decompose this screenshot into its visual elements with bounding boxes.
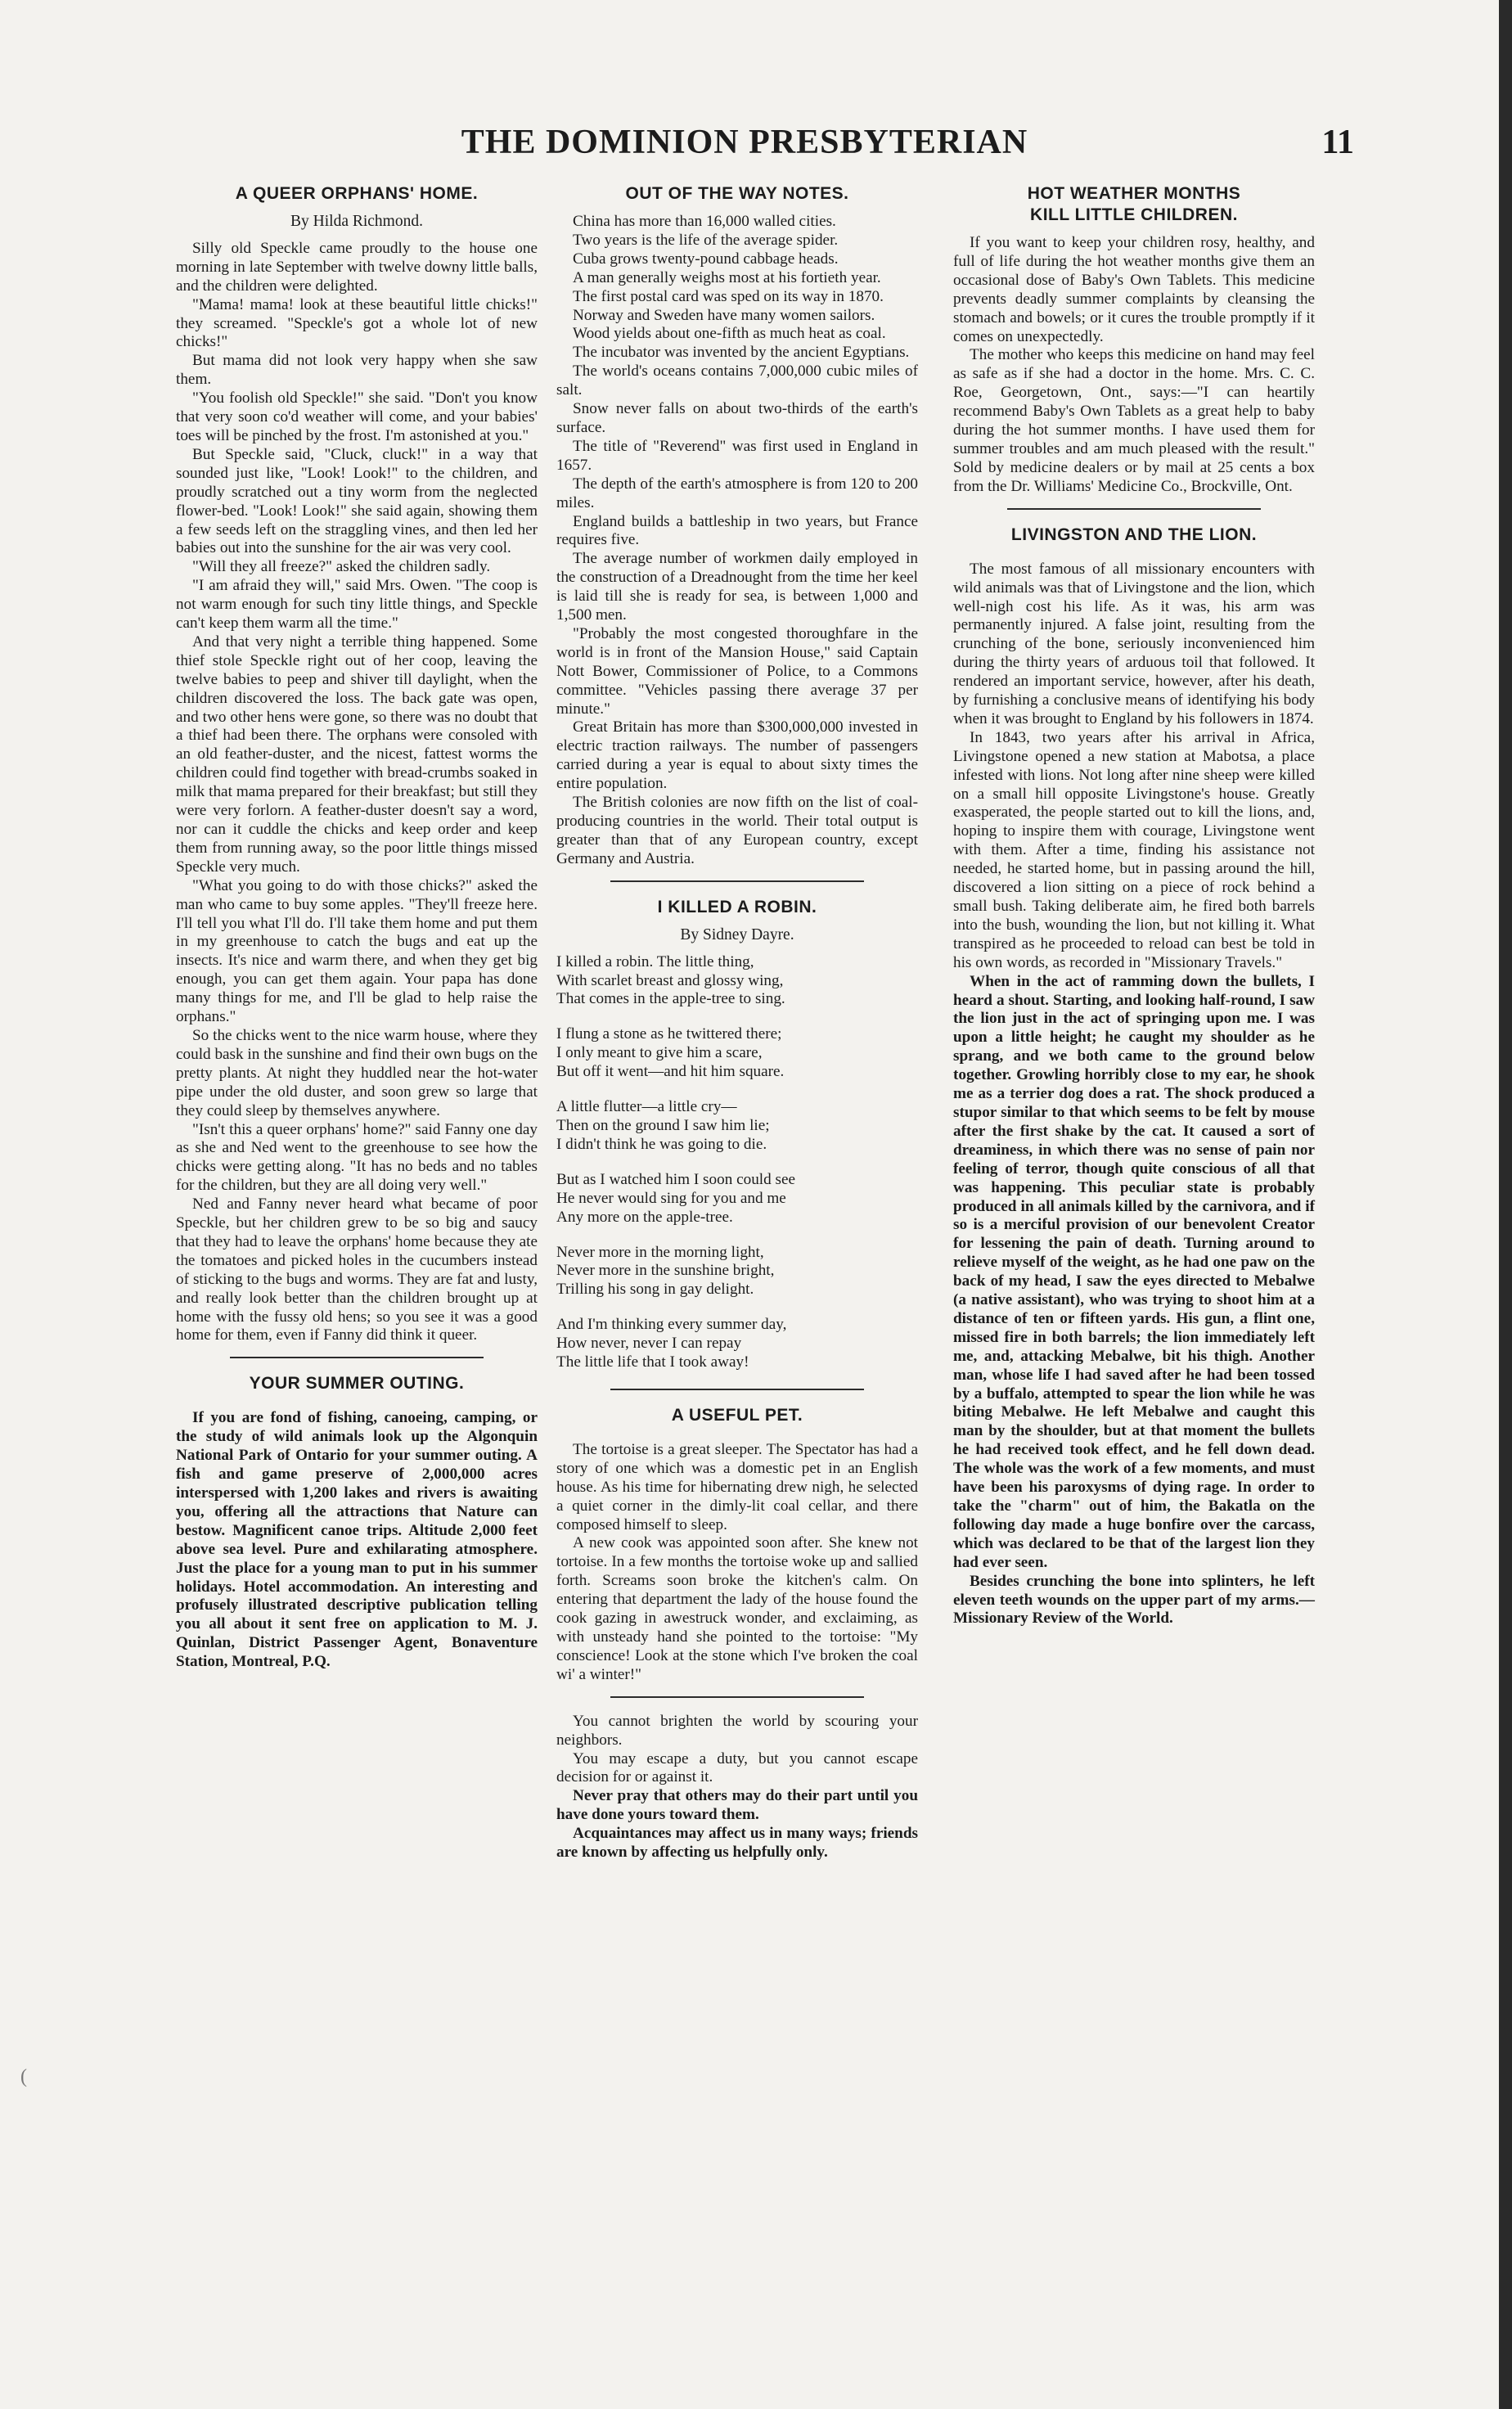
paragraph: "What you going to do with those chicks?" asked the man who came to buy some apples. "They'll freeze here. I'll tell you what I'll do. I'll take them home and put them in my greenhouse to catch the bugs and eat up the insects. It's nice and warm there, and when they get big enough, you can get them again. Your papa has done many things for me, and I'll be glad to help raise the orphans." (176, 876, 538, 1026)
paragraph: And that very night a terrible thing happened. Some thief stole Speckle right out of her coop, leaving the twelve babies to peep and shiver till daylight, when the children discovered the loss. The back gate was open, and two other hens were gone, so there was no doubt that a thief had been there. The orphans were consoled with an old feather-duster, and the nicest, fattest worms the children could find together with bread-crumbs soaked in milk that mama prepared for their breakfast; but still they were very forlorn. A feather-duster doesn't say a word, nor can it cuddle the chicks and keep order and keep them from running away, so the poor little things missed Speckle very much. (176, 633, 538, 876)
poem-stanza (556, 1316, 918, 1372)
note: The world's oceans contains 7,000,000 cubic miles of salt. (556, 362, 918, 399)
aphorism: You may escape a duty, but you cannot escape decision for or against it. (556, 1749, 918, 1786)
poem-line: How never, never I can repay (556, 1335, 742, 1353)
article-title-livingston-lion: LIVINGSTON AND THE LION. (1010, 525, 1258, 544)
paragraph: When in the act of ramming down the bullets, I heard a shout. Starting, and looking half-round, I saw the lion just in the act of springing upon me. I was upon a little height; he caught my shoulder as he sprang, and we both came to the ground below together. Growling horribly close to my ear, he shook me as a terrier dog does a rat. The shock produced a stupor similar to that which seems to be felt by mouse after the first shake by the cat. It caused a sort of dreaminess, in which there was no sense of pain nor feeling of terror, though quite conscious of all that was happening. This peculiar state is probably produced in all animals killed by the carnivora, and if so is a merciful provision of our benevolent Creator for lessening the pain of death. Turning around to relieve myself of the weight, as he had one paw on the back of my head, I saw the eyes directed to Mebalwe (a native assistant), who was trying to shoot him at a distance of ten or fifteen yards. His gun, a flint one, missed fire in both barrels; the lion immediately left me, and, attacking Mebalwe, bit his thigh. Another man, whose life I had saved after he had been tossed by a buffalo, attempted to spear the lion while he was biting Mebalwe. He left Mebalwe and caught this man by the shoulder, but at that moment the bullets he had received took effect, and he fell down dead. The whole was the work of a few moments, and must have been his paroxysms of dying rage. In order to take the "charm" out of him, the Bakatla on the following day made a huge bonfire over the carcass, which was declared to be that of the largest lion they had ever seen. (953, 972, 1315, 1571)
poem-line: That comes in the apple-tree to sing. (556, 990, 785, 1008)
paragraph: So the chicks went to the nice warm house, where they could bask in the sunshine and find their own bugs on the pretty plants. At night they huddled near the hot-water pipe under the old duster, and soon grew so large that they could sleep by themselves anywhere. (176, 1026, 538, 1119)
poem-stanza (556, 1244, 918, 1300)
section-divider (230, 1357, 484, 1358)
poem-line: A little flutter—a little cry— (556, 1098, 737, 1116)
section-divider (610, 880, 864, 882)
note: A man generally weighs most at his fortieth year. (573, 268, 881, 286)
poem-line: With scarlet breast and glossy wing, (556, 971, 784, 989)
note: The depth of the earth's atmosphere is from 120 to 200 miles. (556, 475, 918, 511)
paragraph: Besides crunching the bone into splinters, he left eleven teeth wounds on the upper part of my arms.—Missionary Review of the World. (953, 1572, 1315, 1628)
article-title-queer-orphans: A QUEER ORPHANS' HOME. (235, 184, 479, 203)
article-title-hot-weather-months (953, 183, 1315, 226)
paragraph: If you want to keep your children rosy, healthy, and full of life during the hot weather months give them an occasional dose of Baby's Own Tablets. This medicine prevents deadly summer complaints by cleansing the stomach and bowels; or it cures the trouble promptly if it comes on unexpectedly. (953, 234, 1315, 345)
note: Two years is the life of the average spider. (573, 231, 839, 249)
paragraph: But Speckle said, "Cluck, cluck!" in a way that sounded just like, "Look! Look!" to the children, and proudly scratched out a tiny worm from the neglected flower-bed. "Look! Look!" she said again, showing them a few seeds left on the straggling vines, and then led her babies out into the sunshine for the air was very cool. (176, 445, 538, 557)
poem-stanza (556, 953, 918, 1010)
paragraph: The tortoise is a great sleeper. The Spectator has had a story of one which was a domestic pet in an English house. As his time for hibernating drew nigh, he selected a quiet corner in the dimly-lit coal cellar, and there composed himself to sleep. (556, 1440, 918, 1533)
poem-line: But off it went—and hit him square. (556, 1063, 785, 1081)
article-title-out-of-the-way-notes: OUT OF THE WAY NOTES. (625, 184, 849, 203)
note: The average number of workmen daily employed in the construction of a Dreadnought from the time her keel is laid till she is ready for sea, is between 1,000 and 1,500 men. (556, 550, 918, 624)
section-divider (610, 1389, 864, 1390)
note: England builds a battleship in two years, but France requires five. (556, 512, 918, 549)
poem-line: I flung a stone as he twittered there; (556, 1025, 782, 1043)
paragraph: "Mama! mama! look at these beautiful little chicks!" they screamed. "Speckle's got a whole lot of new chicks!" (176, 295, 538, 351)
poem-line: And I'm thinking every summer day, (556, 1316, 787, 1334)
margin-mark: ( (20, 2066, 27, 2087)
column-2 (556, 178, 918, 1862)
article-title-useful-pet: A USEFUL PET. (671, 1405, 803, 1425)
paragraph: "Isn't this a queer orphans' home?" said Fanny one day as she and Ned went to the greenhouse to see how the chicks were getting along. "It has no beds and no tables for the children, but they are all doing very well." (176, 1120, 538, 1195)
page-number: 11 (1321, 124, 1354, 161)
poem-line: Never more in the sunshine bright, (556, 1262, 775, 1280)
byline-hilda-richmond: By Hilda Richmond. (290, 213, 423, 230)
paragraph: "I am afraid they will," said Mrs. Owen. "The coop is not warm enough for such tiny little things, and Speckle can't keep them warm all the time." (176, 577, 538, 633)
paragraph: But mama did not look very happy when she saw them. (176, 352, 538, 389)
aphorism: You cannot brighten the world by scouring your neighbors. (556, 1712, 918, 1749)
aphorism: Never pray that others may do their part until you have done yours toward them. (556, 1787, 918, 1824)
section-divider (1007, 508, 1261, 510)
poem-line: Then on the ground I saw him lie; (556, 1116, 770, 1134)
paragraph: "You foolish old Speckle!" she said. "Don't you know that very soon co'd weather will come, and your babies' toes will be pinched by the frost. I'm astonished at you." (176, 389, 538, 444)
poem-line: Never more in the morning light, (556, 1243, 764, 1261)
paragraph: Silly old Speckle came proudly to the house one morning in late September with twelve downy little balls, and the children were delighted. (176, 239, 538, 295)
paragraph: A new cook was appointed soon after. She knew not tortoise. In a few months the tortoise woke up and sallied forth. Screams soon broke the kitchen's calm. On entering that department the lady of the house found the cook gazing in awestruck wonder, and exclaiming, as with unsteady hand she pointed to the tortoise: "My conscience! Look at the stone which I've broken the coal wi' a winter!" (556, 1534, 918, 1683)
poem-line: The little life that I took away! (556, 1353, 749, 1371)
masthead-title: THE DOMINION PRESBYTERIAN (461, 124, 1028, 161)
column-1 (176, 178, 538, 1672)
scan-edge (1499, 0, 1512, 2409)
column-3 (953, 178, 1315, 1628)
poem-line: But as I watched him I soon could see (556, 1170, 796, 1188)
poem-line: I only meant to give him a scare, (556, 1044, 763, 1062)
note: The title of "Reverend" was first used in England in 1657. (556, 437, 918, 474)
aphorism: Acquaintances may affect us in many ways; friends are known by affecting us helpfully only. (556, 1825, 918, 1862)
poem-line: He never would sing for you and me (556, 1189, 786, 1207)
title-line: KILL LITTLE CHILDREN. (1030, 205, 1238, 224)
section-divider (610, 1696, 864, 1698)
note: Great Britain has more than $300,000,000 invested in electric traction railways. The number of passengers carried during a year is equal to about sixty times the entire population. (556, 718, 918, 793)
poem-line: I killed a robin. The little thing, (556, 952, 754, 970)
note: The incubator was invented by the ancient Egyptians. (573, 344, 910, 362)
note: Cuba grows twenty-pound cabbage heads. (573, 250, 839, 268)
byline-sidney-dayre: By Sidney Dayre. (680, 925, 794, 943)
poem-stanza (556, 1025, 918, 1082)
paragraph: Ned and Fanny never heard what became of poor Speckle, but her children grew to be so big and saucy that they had to leave the orphans' home because they ate the tomatoes and picked holes in the cucumbers instead of sticking to the bugs and worms. They are fat and lusty, and really look better than the children brought up at home with the fussy old hens; so you see it was a good home for them, even if Fanny did think it queer. (176, 1195, 538, 1344)
paragraph: The most famous of all missionary encounters with wild animals was that of Livingstone and the lion, which well-nigh cost his life. As it was, his arm was permanently injured. A false joint, resulting from the crunching of the bone, seriously inconvenienced him during the thirty years of arduous toil that followed. It rendered an important service, however, after his death, by furnishing a conclusive means of identifying his body when it was brought to England by his followers in 1874. (953, 560, 1315, 727)
note: Snow never falls on about two-thirds of the earth's surface. (556, 400, 918, 436)
poem-title-i-killed-a-robin: I KILLED A ROBIN. (657, 897, 817, 916)
note: The British colonies are now fifth on the list of coal-producing countries in the world. Their total output is greater than that of any European country, except Germany and Austria. (556, 794, 918, 867)
poem-stanza (556, 1098, 918, 1155)
poem-line: I didn't think he was going to die. (556, 1135, 767, 1153)
paragraph: The mother who keeps this medicine on hand may feel as safe as if she had a doctor in the home. Mrs. C. C. Roe, Georgetown, Ont., says:—"I can heartily recommend Baby's Own Tablets as a great help to baby during the hot summer months. I have used them for summer troubles and am much pleased with the result." Sold by medicine dealers or by mail at 25 cents a box from the Dr. Williams' Medicine Co., Brockville, Ont. (953, 346, 1315, 495)
paragraph: If you are fond of fishing, canoeing, camping, or the study of wild animals look up the Algonquin National Park of Ontario for your summer outing. A fish and game preserve of 2,000,000 acres interspersed with 1,200 lakes and rivers is awaiting you, offering all the attractions that Nature can bestow. Magnificent canoe trips. Altitude 2,000 feet above sea level. Pure and exhilarating atmosphere. Just the place for a young man to put in his summer holidays. Hotel accommodation. An interesting and profusely illustrated descriptive publication telling you all about it sent free on application to M. J. Quinlan, District Passenger Agent, Bonaventure Station, Montreal, P.Q. (176, 1409, 538, 1671)
note: China has more than 16,000 walled cities. (573, 213, 836, 230)
poem-line: Any more on the apple-tree. (556, 1208, 733, 1226)
note: "Probably the most congested thoroughfare in the world is in front of the Mansion House," said Captain Nott Bower, Commissioner of Police, to a Commons committee. "Vehicles passing there average 37 per minute." (556, 624, 918, 718)
note: Norway and Sweden have many women sailors. (573, 306, 875, 324)
note: The first postal card was sped on its way in 1870. (573, 287, 884, 305)
poem-line: Trilling his song in gay delight. (556, 1281, 754, 1299)
paragraph: In 1843, two years after his arrival in Africa, Livingstone opened a new station at Mabotsa, a place infested with lions. Not long after nine sheep were killed on a small hill opposite Livingstone's house. Greatly exasperated, the people started out to kill the lions, and, hoping to inspire them with courage, Livingstone went with them. After a time, finding his assistance not needed, he started home, but in passing around the hill, discovered a lion sitting on a piece of rock behind a small bush. Taking deliberate aim, he fired both barrels into the bush, wounding the lion, but not killing it. What transpired as he proceeded to reload can best be told in his own words, as recorded in "Missionary Travels." (953, 728, 1315, 971)
poem-stanza (556, 1171, 918, 1227)
paragraph: "Will they all freeze?" asked the children sadly. (192, 558, 491, 576)
note: Wood yields about one-fifth as much heat as coal. (573, 325, 886, 343)
title-line: HOT WEATHER MONTHS (1027, 184, 1241, 203)
article-title-summer-outing: YOUR SUMMER OUTING. (249, 1374, 465, 1394)
